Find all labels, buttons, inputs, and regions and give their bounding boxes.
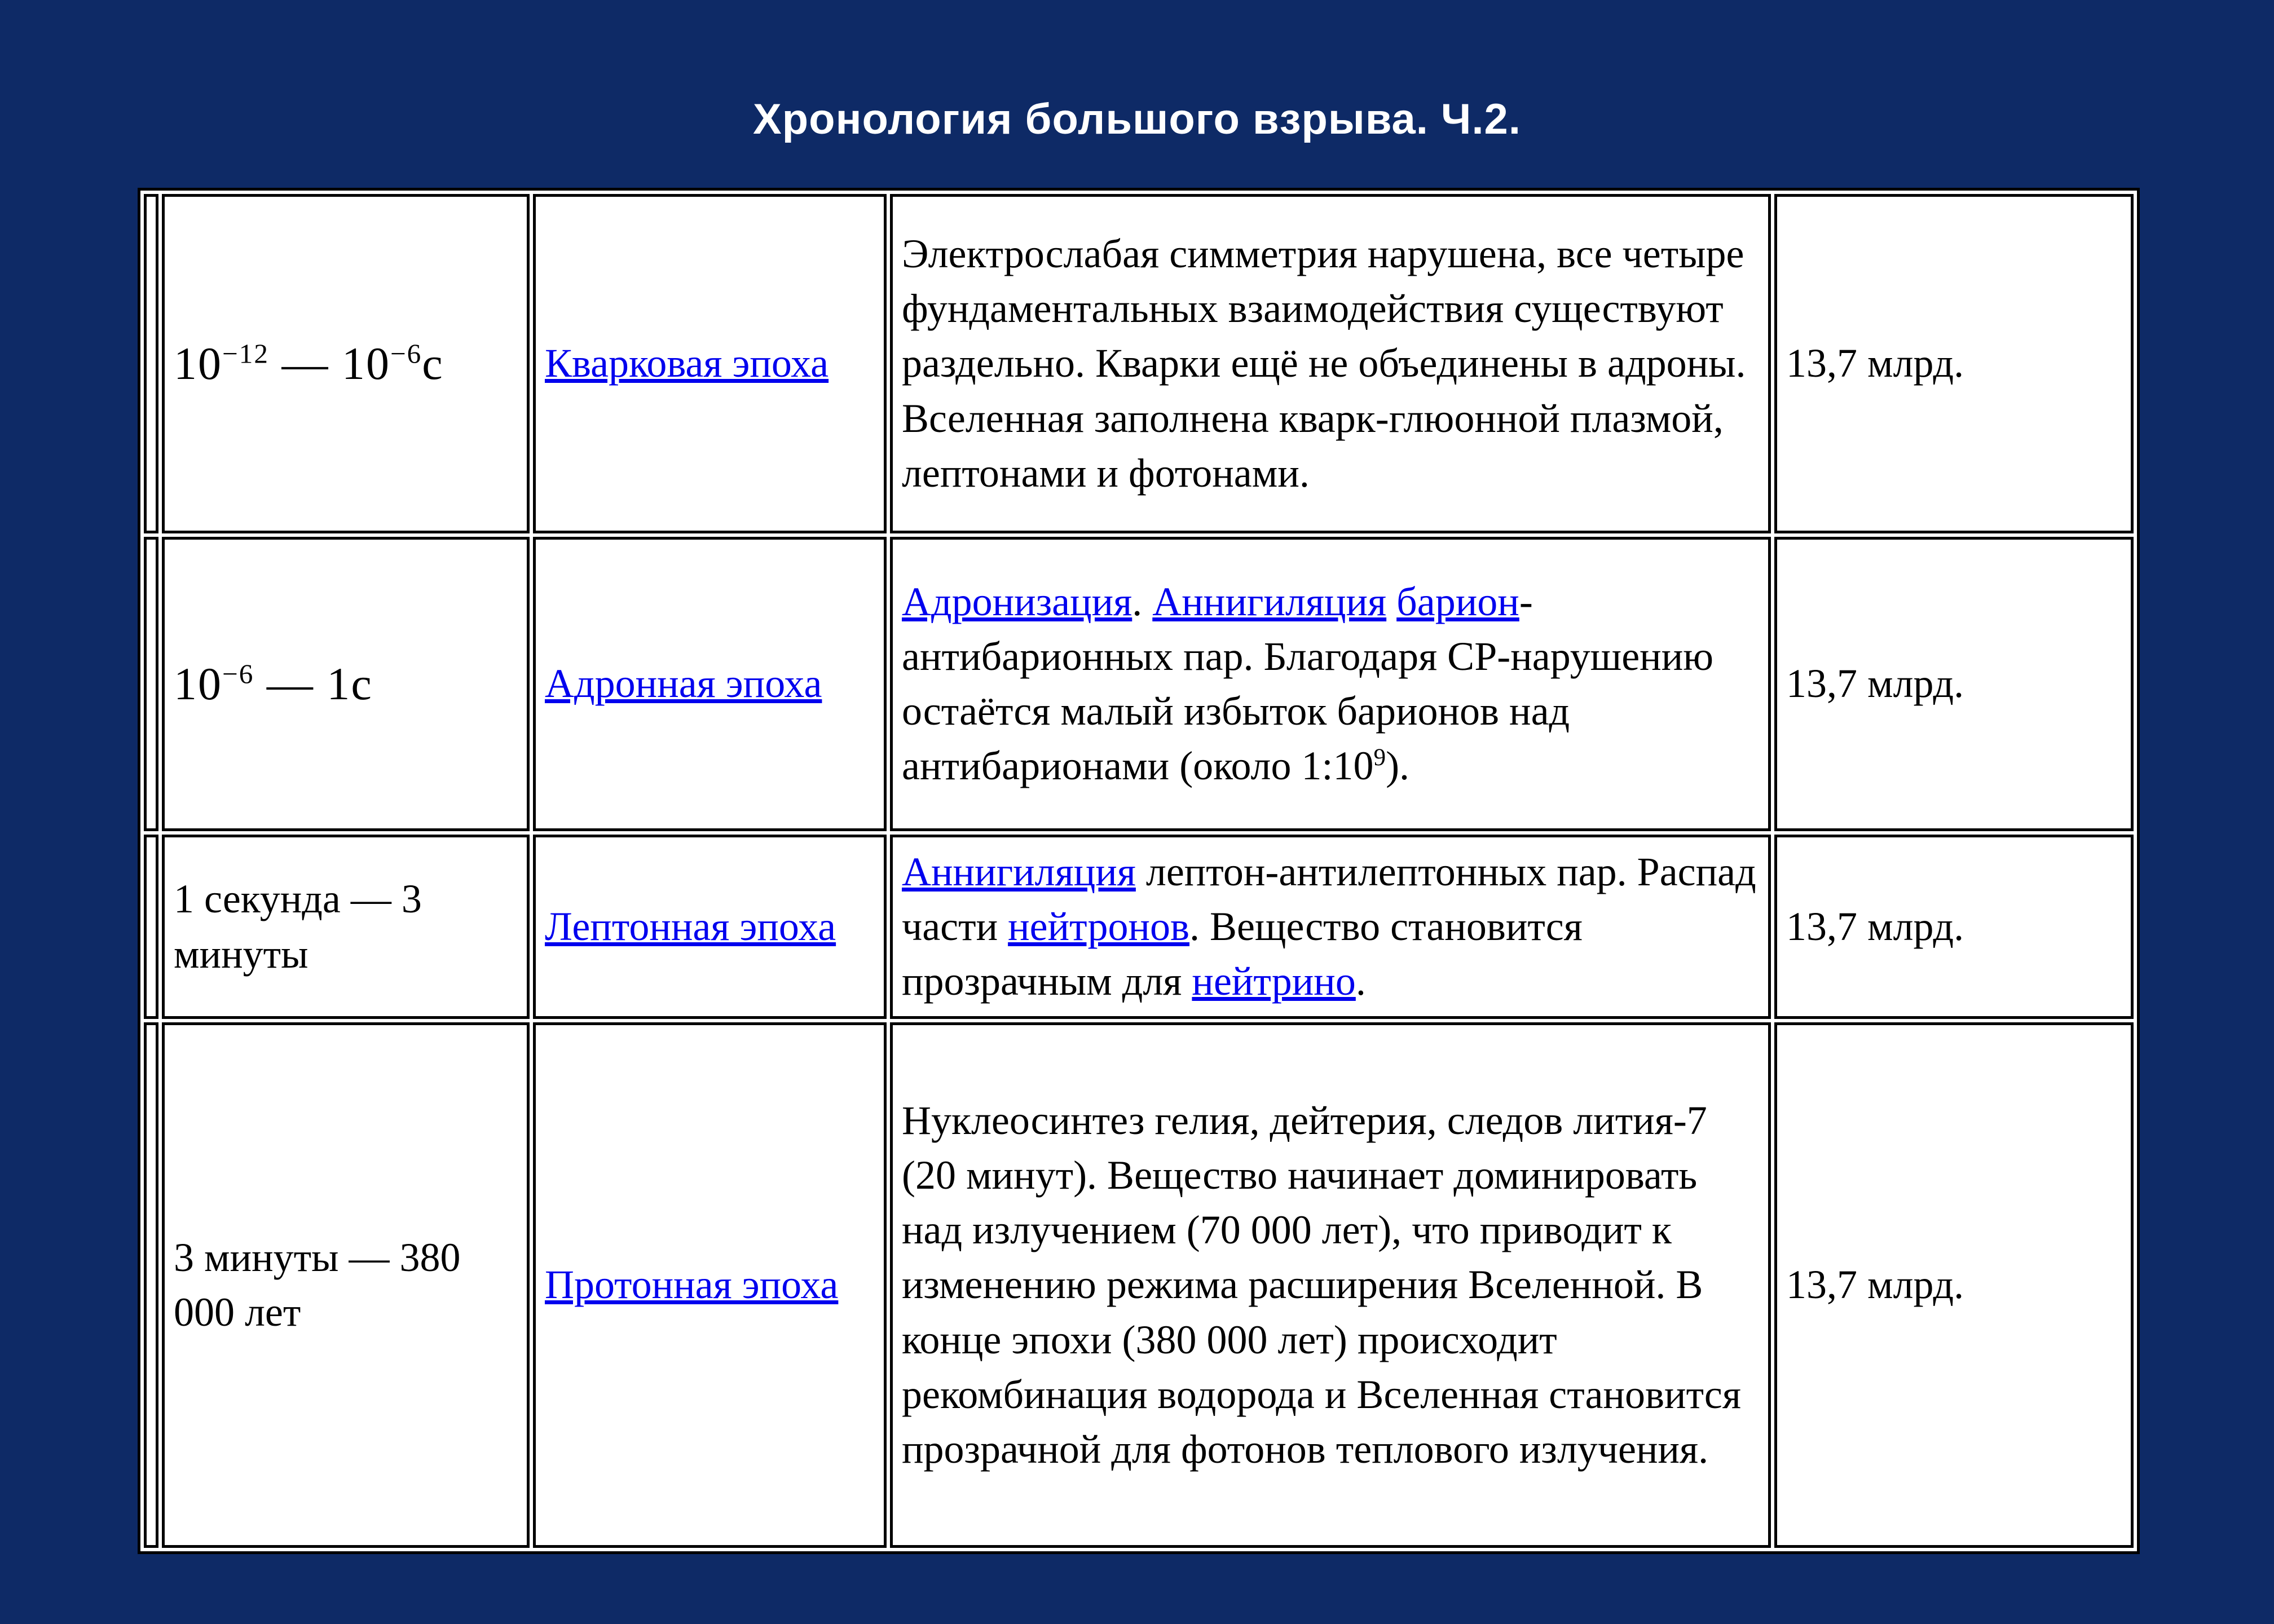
- epoch-link[interactable]: Адронная эпоха: [545, 661, 822, 707]
- text-segment: — 1с: [254, 657, 373, 709]
- inline-link[interactable]: Адронизация: [902, 579, 1132, 624]
- inline-link[interactable]: нейтронов: [1008, 903, 1190, 949]
- epoch-cell: [533, 1022, 887, 1548]
- universe-age-cell: 13,7 млрд.: [1774, 1022, 2134, 1548]
- text-segment: .: [1355, 959, 1366, 1004]
- text-segment: с: [422, 337, 444, 389]
- empty-cell: [144, 835, 158, 1019]
- superscript-text: −6: [222, 658, 254, 690]
- text-segment: лептон-антилептонных пар. Распад части: [902, 849, 1756, 949]
- description-cell: [890, 537, 1771, 831]
- empty-cell: [144, 537, 158, 831]
- text-segment: ).: [1386, 743, 1410, 789]
- inline-link[interactable]: Аннигиляция: [1152, 579, 1387, 624]
- superscript-text: 9: [1373, 744, 1386, 771]
- description-cell: [890, 194, 1771, 533]
- epoch-link[interactable]: Кварковая эпоха: [545, 341, 829, 386]
- table-row: [144, 194, 2134, 533]
- description-cell: [890, 1022, 1771, 1548]
- inline-link[interactable]: нейтрино: [1192, 959, 1356, 1004]
- text-segment: -антибарионных пар. Благодаря CP-нарушению остаётся малый избыток барионов над антибарионами (около 1:10: [902, 579, 1714, 789]
- empty-cell: [144, 1022, 158, 1548]
- text-segment: .: [1132, 579, 1153, 624]
- text-segment: . Вещество становится прозрачным для: [902, 903, 1583, 1004]
- table-row: [144, 835, 2134, 1019]
- text-segment: [1386, 579, 1396, 624]
- text-segment: — 10: [268, 337, 390, 389]
- empty-cell: [144, 194, 158, 533]
- big-bang-chronology-table: [138, 188, 2140, 1554]
- universe-age-cell: 13,7 млрд.: [1774, 537, 2134, 831]
- text-segment: 3 минуты — 380 000 лет: [174, 1234, 461, 1335]
- epoch-cell: [533, 835, 887, 1019]
- text-segment: Электрослабая симметрия нарушена, все четыре фундаментальных взаимодействия существуют раздельно. Кварки ещё не объединены в адроны. Вселенная заполнена кварк-глюонной плазмой, лептонами и фотонами.: [902, 231, 1746, 496]
- inline-link[interactable]: барион: [1396, 579, 1519, 624]
- time-range-cell: [162, 835, 530, 1019]
- epoch-cell: [533, 537, 887, 831]
- epoch-cell: [533, 194, 887, 533]
- inline-link[interactable]: Аннигиляция: [902, 849, 1136, 894]
- universe-age-cell: 13,7 млрд.: [1774, 835, 2134, 1019]
- time-range-cell: [162, 1022, 530, 1548]
- time-range-cell: [162, 537, 530, 831]
- superscript-text: −6: [390, 338, 422, 369]
- superscript-text: −12: [222, 338, 269, 369]
- description-cell: [890, 835, 1771, 1019]
- text-segment: 1 секунда — 3 минуты: [174, 876, 422, 977]
- table-row: [144, 537, 2134, 831]
- time-range-cell: [162, 194, 530, 533]
- text-segment: Нуклеосинтез гелия, дейтерия, следов лития-7 (20 минут). Вещество начинает доминировать над излучением (70 000 лет), что приводит к изменению режима расширения Вселенной. В конце эпохи (380 000 лет) происходит рекомбинация водорода и Вселенная становится прозрачной для фотонов теплового излучения.: [902, 1097, 1741, 1472]
- text-segment: 10: [174, 657, 222, 709]
- universe-age-cell: 13,7 млрд.: [1774, 194, 2134, 533]
- table-row: [144, 1022, 2134, 1548]
- page-title: Хронология большого взрыва. Ч.2.: [753, 95, 1521, 143]
- epoch-link[interactable]: Лептонная эпоха: [545, 903, 836, 949]
- epoch-link[interactable]: Протонная эпоха: [545, 1262, 839, 1308]
- text-segment: 10: [174, 337, 222, 389]
